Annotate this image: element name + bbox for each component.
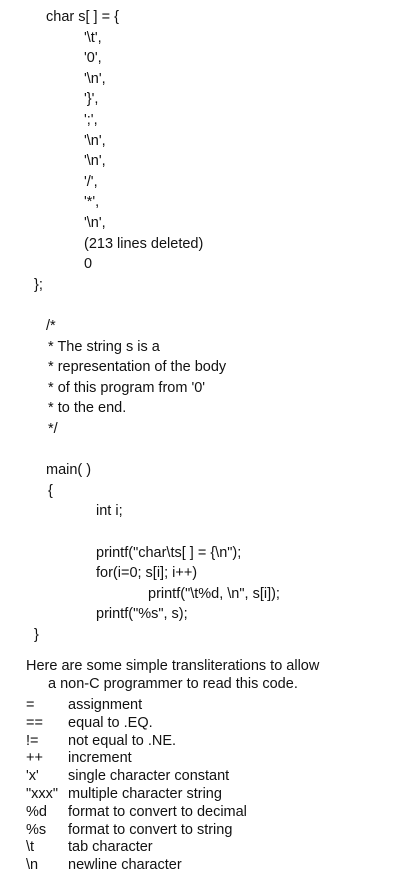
code-line: '/', (84, 173, 98, 190)
intro-text-line-2: a non-C programmer to read this code. (48, 676, 298, 692)
transliteration-meaning: tab character (68, 839, 153, 856)
transliteration-row (26, 714, 153, 732)
transliteration-symbol: 'x' (26, 768, 39, 785)
transliteration-row (26, 785, 222, 803)
transliteration-meaning: multiple character string (68, 786, 222, 802)
code-line: * The string s is a (44, 338, 160, 355)
code-line: printf("%s", s); (96, 606, 188, 623)
transliteration-meaning: not equal to .NE. (68, 732, 177, 749)
code-line: '\n', (84, 215, 106, 231)
code-line: '*', (84, 194, 100, 211)
intro-text-line-1: Here are some simple transliterations to allow (26, 658, 320, 674)
transliteration-row (26, 856, 182, 874)
code-line: * to the end. (44, 400, 127, 417)
transliteration-symbol: ++ (26, 750, 43, 767)
code-line: '\n', (84, 132, 106, 149)
code-line: '}', (84, 91, 99, 108)
transliteration-row (26, 821, 232, 839)
code-line: * representation of the body (44, 359, 227, 376)
transliteration-symbol: \t (26, 839, 35, 856)
code-line: { (48, 482, 53, 499)
code-line: } (34, 627, 39, 643)
code-line: '\n', (84, 70, 106, 87)
code-line: printf("\t%d, \n", s[i]); (148, 585, 280, 602)
code-line: * of this program from '0' (44, 379, 206, 396)
transliteration-meaning: single character constant (68, 768, 230, 785)
code-line: '0', (84, 50, 102, 67)
code-line: (213 lines deleted) (84, 235, 204, 252)
code-line: ';', (84, 112, 98, 128)
transliteration-meaning: format to convert to string (68, 821, 233, 838)
code-line: /* (46, 318, 56, 334)
transliteration-symbol: "xxx" (26, 786, 59, 802)
transliteration-symbol: %s (26, 821, 47, 838)
transliteration-symbol: == (26, 714, 43, 731)
transliteration-row (26, 767, 229, 785)
code-line: '\n', (84, 153, 106, 170)
transliteration-meaning: increment (68, 750, 132, 767)
transliteration-row (26, 838, 153, 856)
transliteration-meaning: equal to .EQ. (68, 714, 153, 731)
transliteration-row (26, 696, 142, 714)
transliteration-meaning: newline character (68, 857, 182, 874)
code-line: for(i=0; s[i]; i++) (96, 565, 198, 582)
transliteration-row (26, 749, 132, 767)
code-line: 0 (84, 256, 93, 273)
transliteration-meaning: format to convert to decimal (68, 803, 247, 820)
code-line: */ (44, 421, 58, 437)
transliteration-symbol: %d (26, 803, 47, 820)
code-line: }; (34, 276, 43, 293)
transliteration-row (26, 732, 176, 750)
code-line: main( ) (46, 462, 92, 479)
code-line: int i; (96, 503, 123, 520)
transliteration-symbol: = (26, 697, 35, 713)
code-line: char s[ ] = { (46, 9, 119, 25)
transliteration-symbol: \n (26, 857, 39, 874)
code-line: '\t', (84, 29, 102, 46)
transliteration-row (26, 803, 247, 821)
code-line: printf("char\ts[ ] = {\n"); (96, 544, 242, 561)
transliteration-symbol: != (26, 732, 39, 749)
transliteration-meaning: assignment (68, 697, 143, 713)
